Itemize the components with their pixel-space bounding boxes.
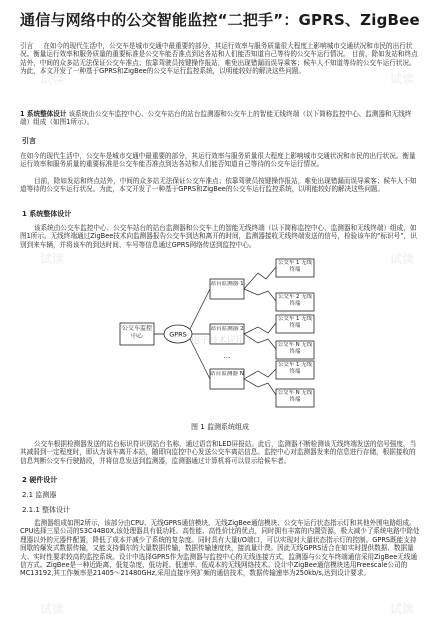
intro-paragraph: [20, 42, 420, 76]
watermark: 试读: [390, 252, 415, 266]
intro2-para-2: 目前，除如发站和终点站外，中间的众多站无法保证公交车准点；依靠驾驶员按键操作报站，难免出现错漏而误导乘客；候车人不知道等待的公交车运行状况。为此，本文开发了一种基于GPRS和ZigBee的公交车运行监控系统，以明能较好的解决这些问题。: [20, 177, 417, 194]
system-diagram: [118, 257, 318, 417]
terminal-1a-label: 公交车 1 无线终端: [278, 260, 312, 273]
sec1-inline: [20, 110, 420, 127]
intro2-heading: 引言: [22, 137, 36, 145]
sec2-heading: 2 硬件设计: [22, 476, 58, 484]
sec1-heading: 1 系统整体设计: [22, 210, 72, 218]
watermark: 试读: [40, 602, 65, 616]
sec2-para-1: 监测器组成如图2所示，该部分由CPU、无线GPRS通信模块、无线ZigBee通信模块、公交车运行状态指示灯和其他外围电路组成。CPU选择三星公司的S3C44B0X,该处理器具有低功耗、高性能、高性价比的优点，同时拥有丰富的内置资源，极大减少了系统电路中除处理器以外的元器件配置，降低了成本并减少了系统的复杂度。同时具有大量I/O端口，可以实现对大量状态指示灯的控制。GPRS既能支持间歇的爆发式数据传输，又能支持偶尔的大量数据传输，数据传输速度快，接流量计费。因此无线GPRS适合在如实时提供数据、数据量大、实时性要求较高的监控系统。设计中选择GPRS作为监测器与监控中心的无线连接方式，监测器与公交车终端通信采用ZigBee无线通信方式。ZigBee是一种近距离、低复杂度、低功耗、低速率、低成本的无线网络技术。设计中ZigBee通信模块选用Freescale公司的MC13192,其工作频率是21405～21480GHz,采用直接序列扩频的通信技术，数据传输速率为250kb/s,达到设计要求。: [20, 519, 420, 578]
watermark: 试读: [390, 602, 415, 616]
monitor-1-label: 站台监测器 1: [210, 281, 244, 287]
sec1-para-2: 公交车根据检测器发送的站台标识符识别站台名称，通过语音和LED屏报站。此后，监测器不断检测该无线终端发送的信号强度，当其减弱到一定程度时，即认为该车离开本站，随即向监控中心发送公交车离站信息。监控中心对监测器发来的信息进行存储，根据接收的信息判断公交车行驶路段，并将信息发送到监测器，监测器通过计算机将可以显示给候车者。: [20, 440, 417, 465]
sec1-inline-label: 1 系统整体设计: [20, 110, 67, 118]
sec1-inline-text: 该系统由公交车监控中心、公交车站台的站台监测器和公交车上的智能无线终端（以下简称监控中心、监测器和无线终端）组成（如图1所示）。: [20, 110, 412, 127]
sec1-para-1: 该系统由公交车监控中心、公交车站台的站台监测器和公交车上的智能无线终端（以下简称监控中心、监测器和无线终端）组成，如图1所示。无线终端通过ZigBee技术向监测器报告公交车到达和离开的时间，监测器接收无线终端发送的信号，检验该车的“标识号”，识别到来车辆，并将该车的到达时间、车号等信息通过GPRS网络传送到监控中心。: [20, 224, 417, 249]
terminal-2b-label: 公交车 N 无线终端: [277, 342, 313, 355]
terminal-3b-label: 公交车 N 无线终端: [277, 390, 313, 403]
sec21-heading: 2.1 监测器: [22, 491, 57, 499]
monitor-2-label: 站台监测器 2: [210, 326, 244, 332]
monitor-ellipsis: ...: [223, 352, 231, 360]
watermark: 试读: [40, 72, 65, 86]
watermark: 试读: [40, 252, 65, 266]
figure-caption: 图 1 监测系统组成: [191, 423, 249, 431]
figure-watermark: 电子技术应用: [190, 336, 246, 346]
page-title: 通信与网络中的公交智能监控“二把手”：GPRS、ZigBee: [20, 11, 420, 29]
sec211-heading: 2.1.1 整体设计: [22, 506, 71, 514]
monitor-center-label: 公交车监控中心: [121, 325, 152, 340]
terminal-3a-label: 公交车 1 无线终端: [278, 362, 312, 375]
intro-label: 引言: [20, 42, 34, 50]
watermark: 试读: [390, 72, 415, 86]
monitor-n-label: 站台监测器 N: [210, 371, 244, 377]
intro2-para-1: 在如今的现代生活中，公交车是城市交通中最重要的部分，其运行效率与服务质量很大程度上影响城市交通状况和市民的出行状况。衡量运行效率和服务质量的重要标准是公交车能否准点到达各站和人们能否知道自己等待的公交车运行情况。: [20, 152, 416, 169]
terminal-1b-label: 公交车 2 无线终端: [278, 294, 312, 307]
gprs-label: GPRS: [169, 330, 187, 339]
intro-text: 在如今的现代生活中，公交车是城市交通中最重要的部分，其运行效率与服务质量很大程度上影响城市交通状况和市民的出行状况。衡量运行效率和服务质量的重要标准是公交车能否准点到达各站和人们能否知道自己等待的公交车运行情况。 目前，除如发站和终点站外，中间的众多站无法保证公交车准点；依靠驾驶员按键操作报站，难免出现错漏而误导乘客；候车人不知道等待的公交车运行状况。为此，本文开发了一种基于GPRS和ZigBee的公交车运行监控系统，以明能较好的解决这些问题。: [20, 42, 418, 76]
terminal-2a-label: 公交车 1 无线终端: [278, 316, 312, 329]
